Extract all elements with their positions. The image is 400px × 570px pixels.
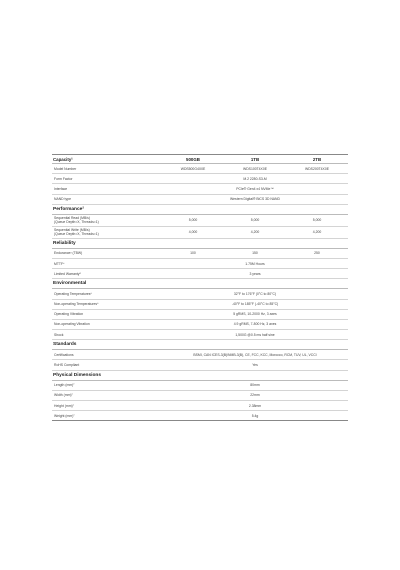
seq-write-label [52, 226, 162, 238]
form-factor-value: M.2 2280-S3-M [162, 174, 348, 184]
rohs-label: RoHS Compliant [52, 360, 162, 370]
width-label: Width (mm)⁷ [52, 390, 162, 400]
spec-sheet [52, 154, 348, 421]
table-row [52, 164, 348, 174]
nand-type-label: NAND type [52, 194, 162, 204]
endurance-1tb: 150 [224, 248, 286, 258]
endurance-2tb: 250 [286, 248, 348, 258]
seq-write-500gb: 4,000 [162, 226, 224, 238]
endurance-500gb: 100 [162, 248, 224, 258]
table-row [52, 360, 348, 370]
rohs-value: Yes [162, 360, 348, 370]
interface-label: Interface [52, 184, 162, 194]
shock-label: Shock [52, 330, 162, 340]
capacity-2tb: 2TB [286, 155, 348, 164]
seq-write-label-line1: Sequential Write (MB/s) [54, 228, 90, 233]
certifications-value: BSMI, CAN ICES-3(B)/NMB-3(B), CE, FCC, KCC, Morocco, RCM, TUV, UL, VCCI [162, 350, 348, 360]
table-row [52, 194, 348, 204]
width-value: 22mm [162, 390, 348, 400]
table-row [52, 309, 348, 319]
op-vibration-value: 5 gRMS, 10-2000 Hz, 3 axes [162, 309, 348, 319]
endurance-label: Endurance³ (TBW) [52, 248, 162, 258]
seq-write-label-line2: (Queue Depth=X, Threads=1) [54, 232, 99, 237]
seq-read-500gb: 5,000 [162, 214, 224, 226]
seq-write-2tb: 4,200 [286, 226, 348, 238]
seq-read-1tb: 5,000 [224, 214, 286, 226]
model-number-1tb: WDS100T4X0E [224, 164, 286, 174]
shock-value: 1,500G @0.5 ms half sine [162, 330, 348, 340]
mttf-label: MTTF⁴ [52, 258, 162, 268]
table-row [52, 226, 348, 238]
nonop-vibration-label: Non-operating Vibration [52, 319, 162, 329]
interface-value: PCIe® Gen4 x4 NVMe™ [162, 184, 348, 194]
nand-type-value: Western Digital® BiCS 3D NAND [162, 194, 348, 204]
height-label: Height (mm)⁷ [52, 401, 162, 411]
table-row [52, 299, 348, 309]
model-number-label: Model Number [52, 164, 162, 174]
table-row [52, 350, 348, 360]
table-row [52, 258, 348, 268]
table-row [52, 214, 348, 226]
table-row [52, 390, 348, 400]
table-row [52, 330, 348, 340]
capacity-header-row [52, 155, 348, 164]
op-temp-value: 32°F to 176°F (0°C to 80°C) [162, 289, 348, 299]
form-factor-label: Form Factor [52, 174, 162, 184]
seq-write-1tb: 4,200 [224, 226, 286, 238]
warranty-label: Limited Warranty⁵ [52, 269, 162, 279]
height-value: 2.38mm [162, 401, 348, 411]
nonop-temp-label: Non-operating Temperatures⁶ [52, 299, 162, 309]
performance-title: Performance² [52, 204, 348, 214]
table-row [52, 380, 348, 390]
length-value: 80mm [162, 380, 348, 390]
standards-title: Standards [52, 340, 348, 350]
physical-dimensions-title: Physical Dimensions [52, 370, 348, 380]
capacity-500gb: 500GB [162, 155, 224, 164]
reliability-title: Reliability [52, 238, 348, 248]
seq-read-label-line2: (Queue Depth=X, Threads=1) [54, 220, 99, 225]
table-row [52, 289, 348, 299]
weight-label: Weight (mm)⁷ [52, 411, 162, 421]
table-row [52, 319, 348, 329]
certifications-label: Certifications [52, 350, 162, 360]
model-number-2tb: WDS200T4X0E [286, 164, 348, 174]
seq-read-label [52, 214, 162, 226]
table-row [52, 269, 348, 279]
section-header-performance [52, 204, 348, 214]
table-row [52, 174, 348, 184]
environmental-title: Environmental [52, 279, 348, 289]
op-vibration-label: Operating Vibration [52, 309, 162, 319]
section-header-physical-dimensions [52, 370, 348, 380]
length-label: Length (mm)⁷ [52, 380, 162, 390]
capacity-label: Capacity¹ [52, 155, 162, 164]
section-header-reliability [52, 238, 348, 248]
section-header-environmental [52, 279, 348, 289]
section-header-standards [52, 340, 348, 350]
table-row [52, 248, 348, 258]
nonop-temp-value: -40°F to 185°F (-40°C to 85°C) [162, 299, 348, 309]
spec-table [52, 154, 348, 421]
seq-read-label-line1: Sequential Read (MB/s) [54, 216, 90, 221]
weight-value: 5.4g [162, 411, 348, 421]
warranty-value: 3 years [162, 269, 348, 279]
model-number-500gb: WDS500G4X0E [162, 164, 224, 174]
mttf-value: 1.75M Hours [162, 258, 348, 268]
table-row [52, 401, 348, 411]
nonop-vibration-value: 4.9 gRMS, 7-800 Hz, 3 axes [162, 319, 348, 329]
seq-read-2tb: 5,000 [286, 214, 348, 226]
table-row [52, 411, 348, 421]
op-temp-label: Operating Temperatures⁶ [52, 289, 162, 299]
table-row [52, 184, 348, 194]
capacity-1tb: 1TB [224, 155, 286, 164]
